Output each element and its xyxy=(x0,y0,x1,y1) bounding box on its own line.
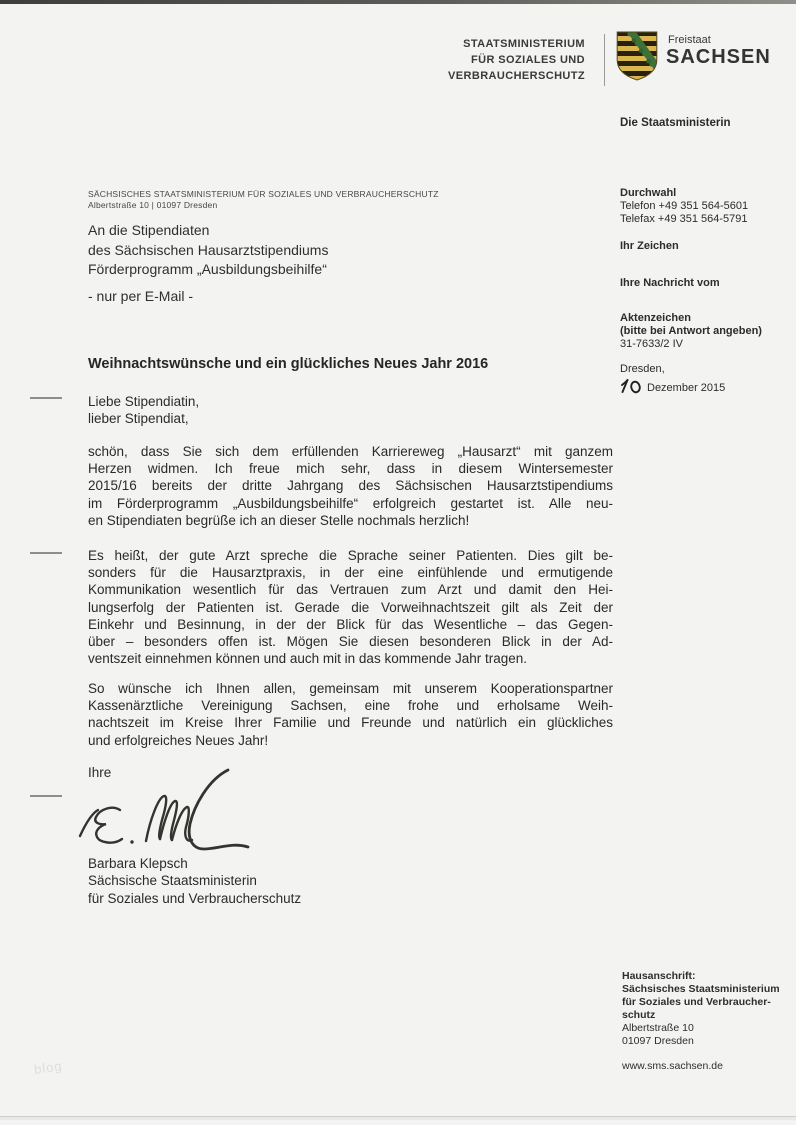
text-line: lungserfolg der Patienten ist. Gerade die Vorweihnachtszeit gilt als Zeit der xyxy=(88,599,613,615)
text-line: Sächsisches Staatsministerium xyxy=(622,983,780,995)
body-paragraph-2 xyxy=(88,547,613,667)
ihr-zeichen-label: Ihr Zeichen xyxy=(620,240,679,252)
text-line: im Förderprogramm „Ausbildungsbeihilfe“ erfolgreich gestartet ist. Alle neu- xyxy=(88,495,613,511)
text-line: Es heißt, der gute Arzt spreche die Sprache seiner Patienten. Dies gilt be- xyxy=(88,548,613,563)
signer-block xyxy=(88,855,301,907)
scan-top-edge xyxy=(0,0,796,4)
salutation xyxy=(88,393,199,427)
aktenzeichen-block xyxy=(620,312,792,350)
place-date-block xyxy=(620,363,792,395)
text-line: STAATSMINISTERIUM xyxy=(463,38,585,50)
contact-block xyxy=(620,187,792,225)
subject-line: Weihnachtswünsche und ein glückliches Neues Jahr 2016 xyxy=(88,356,489,372)
hausanschrift-label: Hausanschrift: xyxy=(622,970,696,982)
telefax-number: Telefax +49 351 564-5791 xyxy=(620,212,748,225)
text-line: So wünsche ich Ihnen allen, gemeinsam mit unserem Kooperationspartner xyxy=(88,681,613,696)
text-line: schutz xyxy=(622,1009,656,1021)
website-url: www.sms.sachsen.de xyxy=(622,1060,723,1072)
footer-street-city xyxy=(622,1022,780,1048)
blog-watermark: blog xyxy=(33,1058,64,1077)
handwritten-signature xyxy=(70,762,270,862)
scan-bottom-edge xyxy=(0,1116,796,1120)
fold-mark-middle xyxy=(30,552,62,554)
footer-postal-address xyxy=(622,970,780,1073)
body-paragraph-1 xyxy=(88,443,613,529)
text-line: 2015/16 bereits der dritte Jahrgang des Sächsischen Hausarztstipendiums xyxy=(88,478,613,494)
text-line: en Stipendiaten begrüße ich an dieser Stelle nochmals herzlich! xyxy=(88,512,470,528)
text-line: Albertstraße 10 xyxy=(622,1022,694,1034)
freistaat-sachsen-wordmark xyxy=(666,35,771,67)
ihre-nachricht-block xyxy=(620,277,792,290)
recipient-address xyxy=(88,221,328,280)
aktenzeichen-note: (bitte bei Antwort angeben) xyxy=(620,324,762,337)
ihre-nachricht-label: Ihre Nachricht vom xyxy=(620,277,720,289)
sender-line-1: SÄCHSISCHES STAATSMINISTERIUM FÜR SOZIALES UND VERBRAUCHERSCHUTZ xyxy=(88,189,439,199)
minister-role-title: Die Staatsministerin xyxy=(620,117,731,129)
ministry-name xyxy=(448,36,585,84)
header-divider xyxy=(604,34,605,86)
freistaat-label: Freistaat xyxy=(668,34,711,46)
text-line: ventszeit einnehmen können und auch mit in das kommende Jahr tragen. xyxy=(88,651,528,667)
text-line: Einkehr und Besinnung, in der der Blick für das Wesentliche – das Gegen- xyxy=(88,616,613,632)
text-line: An die Stipendiaten xyxy=(88,222,210,238)
saxony-coat-of-arms-icon xyxy=(616,31,658,81)
text-line: über – besonders offen ist. Mögen Sie diesen besonderen Blick in der Ad- xyxy=(88,634,613,650)
text-line: Sächsische Staatsministerin xyxy=(88,873,257,889)
text-line: Kommunikation wesentlich für das Vertrauen zum Arzt und damit den Hei- xyxy=(88,582,613,598)
sender-line-2: Albertstraße 10 | 01097 Dresden xyxy=(88,200,218,210)
text-line: Kassenärztliche Vereinigung Sachsen, eine frohe und erholsame Weih- xyxy=(88,698,613,714)
sender-return-address xyxy=(88,189,439,211)
fold-mark-top xyxy=(30,397,62,399)
body-paragraph-3 xyxy=(88,680,613,749)
text-line: Förderprogramm „Ausbildungsbeihilfe“ xyxy=(88,261,327,277)
sachsen-label: SACHSEN xyxy=(666,46,771,68)
city-label: Dresden, xyxy=(620,363,665,375)
text-line: nachtszeit im Kreise Ihrer Familie und Freunde und natürlich ein glückliches xyxy=(88,715,613,731)
telefon-number: Telefon +49 351 564-5601 xyxy=(620,199,749,212)
delivery-note: - nur per E-Mail - xyxy=(88,288,194,304)
ihr-zeichen-block xyxy=(620,240,792,253)
text-line: Barbara Klepsch xyxy=(88,856,188,871)
handwritten-day-10 xyxy=(620,377,644,395)
text-line: FÜR SOZIALES UND xyxy=(471,54,585,66)
text-line: VERBRAUCHERSCHUTZ xyxy=(448,70,585,82)
text-line: für Soziales und Verbraucherschutz xyxy=(88,890,302,906)
text-line: lieber Stipendiat, xyxy=(88,411,189,427)
text-line: und erfolgreiches Neues Jahr! xyxy=(88,732,269,748)
text-line: schön, dass Sie sich dem erfüllenden Karriereweg „Hausarzt“ mit ganzem xyxy=(88,444,613,459)
aktenzeichen-label: Aktenzeichen xyxy=(620,312,691,324)
durchwahl-label: Durchwahl xyxy=(620,187,677,199)
text-line: Liebe Stipendiatin, xyxy=(88,394,200,409)
text-line: Herzen widmen. Ich freue mich sehr, dass in diesem Wintersemester xyxy=(88,461,613,477)
aktenzeichen-value: 31-7633/2 IV xyxy=(620,337,683,350)
text-line: 01097 Dresden xyxy=(622,1035,694,1047)
footer-ministry-name xyxy=(622,983,780,1022)
text-line: für Soziales und Verbraucher- xyxy=(622,996,771,1008)
text-line: des Sächsischen Hausarztstipendiums xyxy=(88,241,329,258)
fold-mark-bottom xyxy=(30,795,62,797)
date-printed: Dezember 2015 xyxy=(647,382,726,394)
text-line: sonders für die Hausarztpraxis, in der eine einfühlende und ermutigende xyxy=(88,565,613,581)
closing-word: Ihre xyxy=(88,765,112,780)
